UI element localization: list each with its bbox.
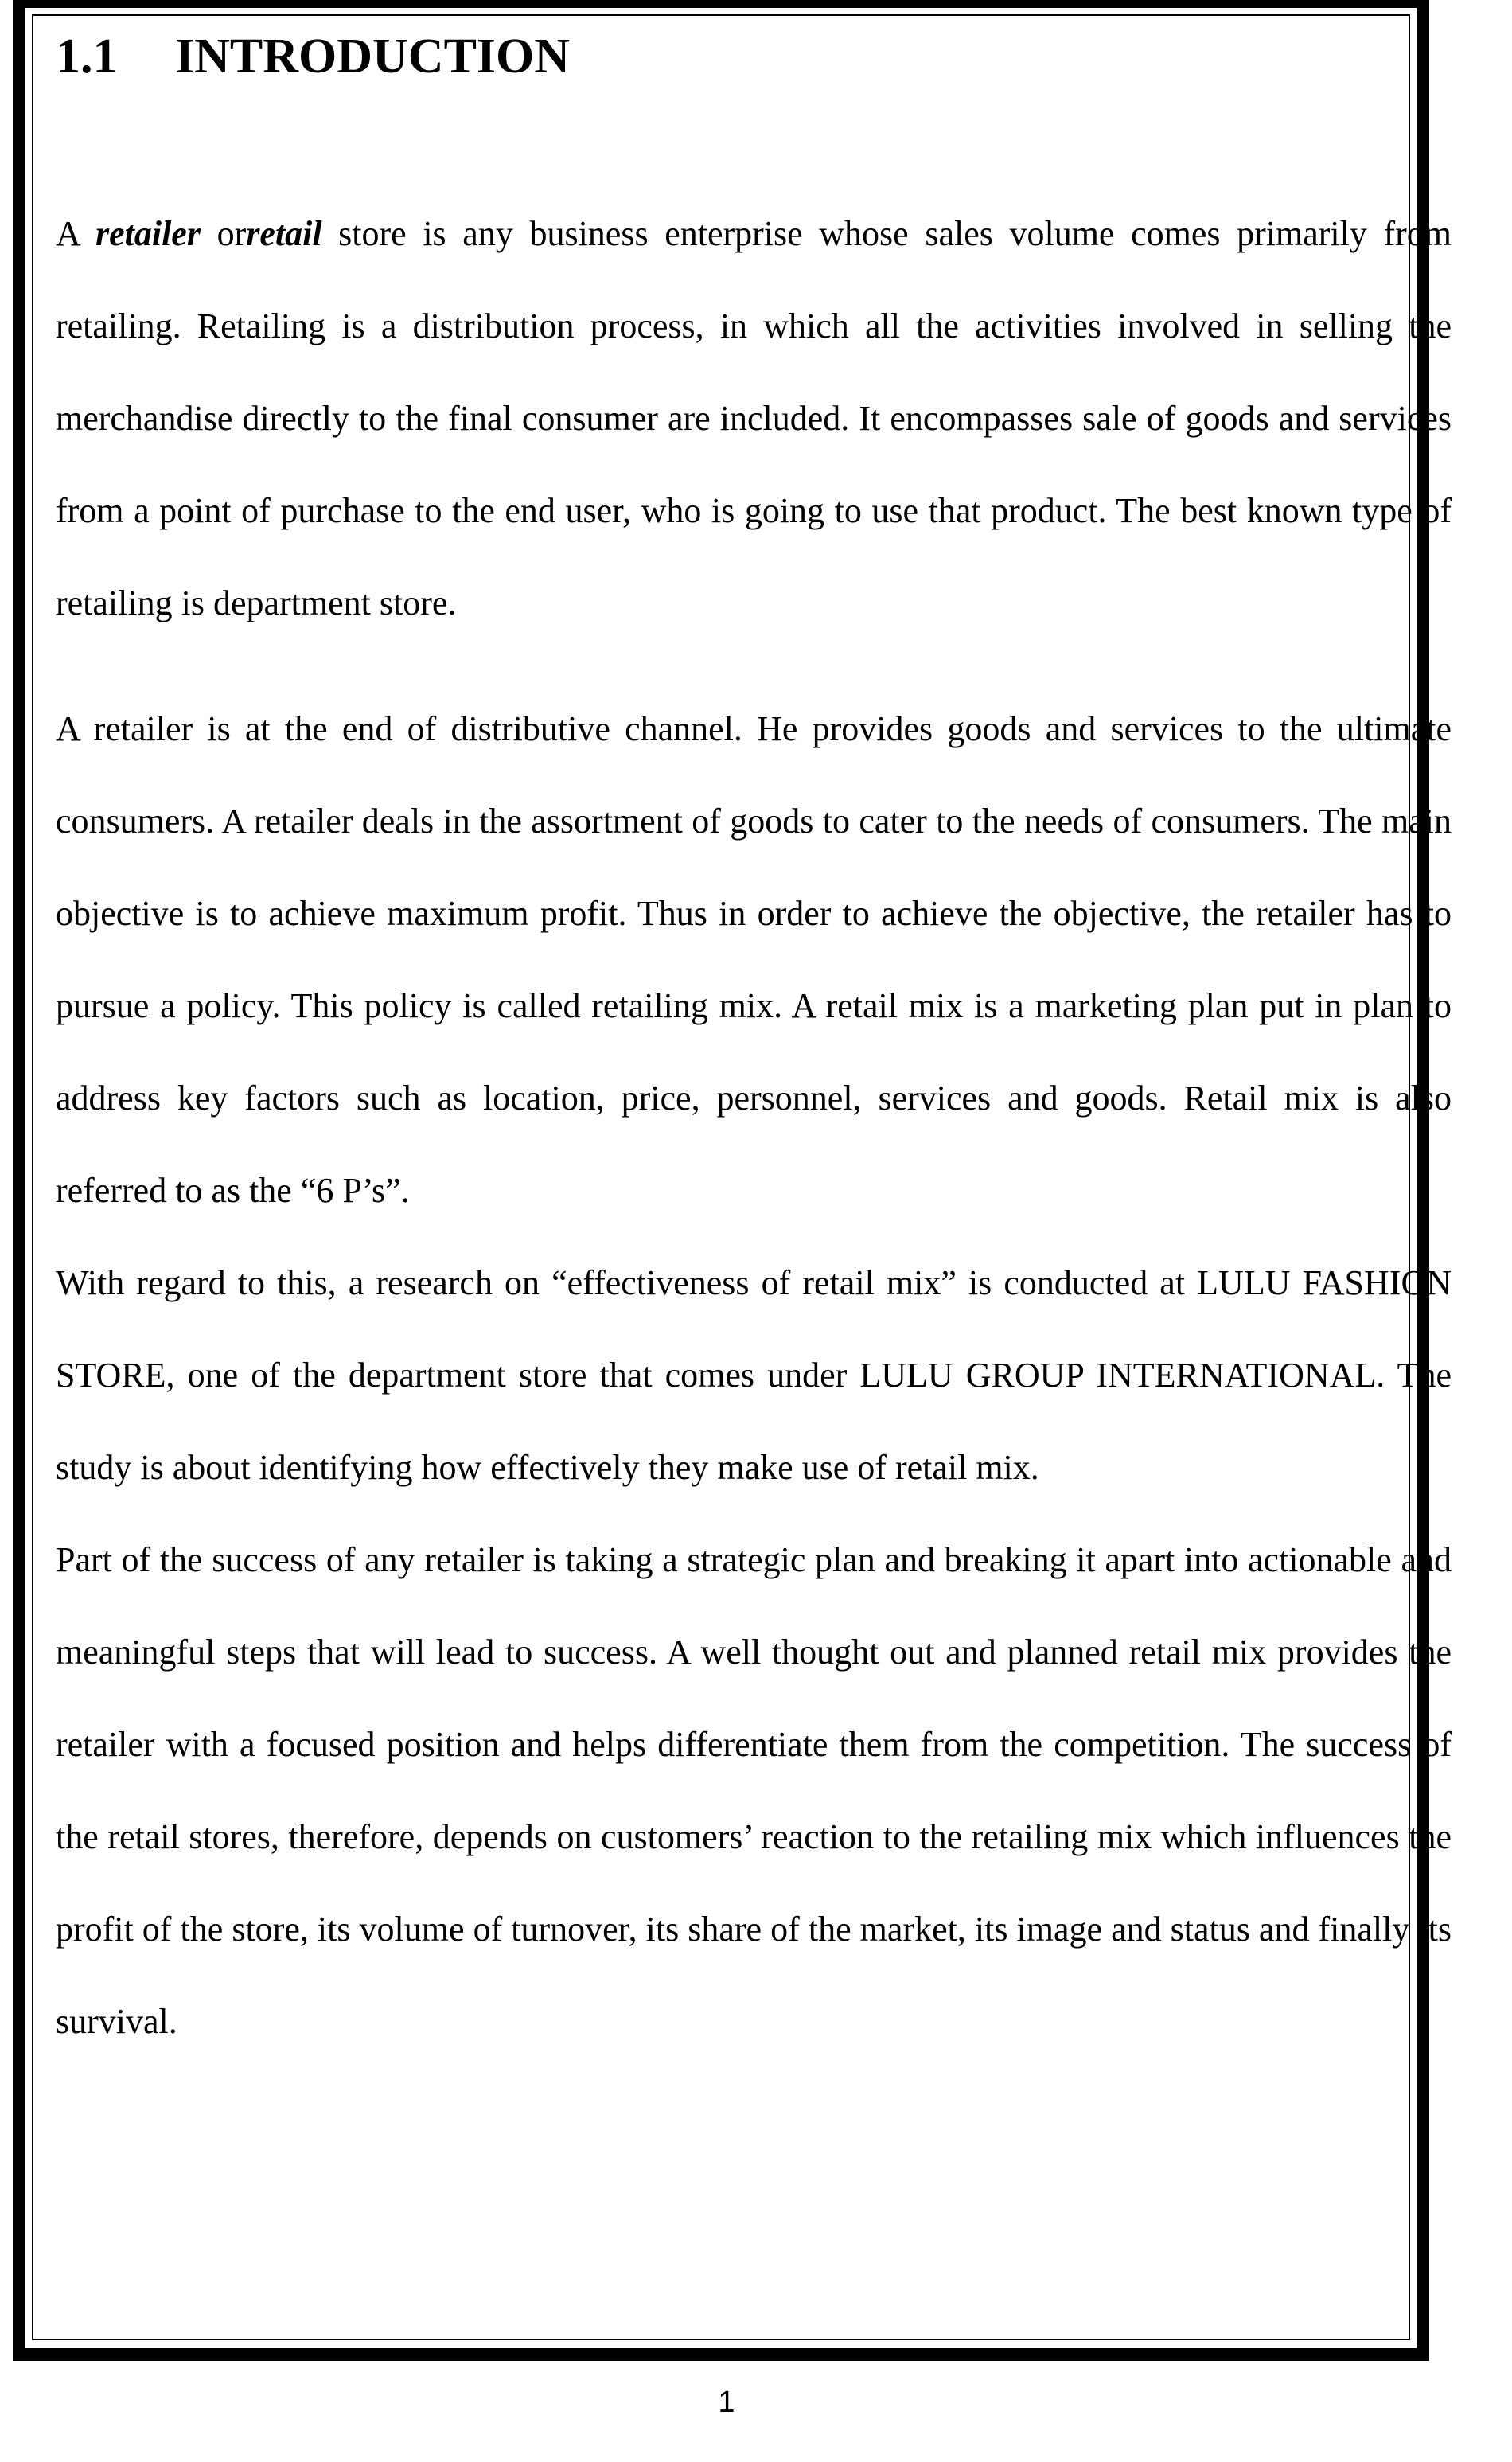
paragraph-4: Part of the success of any retailer is taking a strategic plan and breaking it apart into actionable and meaningful steps that will lead to success. A well thought out and planned retail mix provides the retailer with a focused position and helps differentiate them from the competition. The success of the retail stores, therefore, depends on customers’ reaction to the retailing mix which influences the profit of the store, its volume of turnover, its share of the market, its image and status and finally its survival. [56, 1540, 1452, 2041]
section-number: 1.1 [56, 29, 118, 84]
term-retailer: retailer [95, 214, 201, 253]
paragraph-3: With regard to this, a research on “effectiveness of retail mix” is conducted at LULU FASHION STORE, one of the department store that comes under LULU GROUP INTERNATIONAL. The study is about identifying how effectively they make use of retail mix. [56, 1263, 1452, 1487]
paragraph-1 [56, 188, 1452, 650]
page-number: 1 [718, 2386, 735, 2419]
page-content [56, 21, 1452, 2068]
page-border [13, 0, 1452, 2361]
paragraph-1-mid: or [200, 214, 247, 253]
section-title: INTRODUCTION [175, 29, 571, 84]
term-retail: retail [246, 214, 322, 253]
paragraph-1-rest: store is any business enterprise whose sales volume comes primarily from retailing. Retailing is a distribution process, in which all the activities involved in selling the merchandise directly to the final consumer are included. It encompasses sale of goods and services from a point of purchase to the end user, who is going to use that product. The best known type of retailing is department store. [56, 214, 1452, 622]
section-heading [56, 21, 1452, 92]
paragraph-1-lead: A [56, 214, 95, 253]
paragraph-2: A retailer is at the end of distributive channel. He provides goods and services to the ultimate consumers. A retailer deals in the assortment of goods to cater to the needs of consumers. The main objective is to achieve maximum profit. Thus in order to achieve the objective, the retailer has to pursue a policy. This policy is called retailing mix. A retail mix is a marketing plan put in plan to address key factors such as location, price, personnel, services and goods. Retail mix is also referred to as the “6 P’s”. [56, 709, 1452, 1210]
